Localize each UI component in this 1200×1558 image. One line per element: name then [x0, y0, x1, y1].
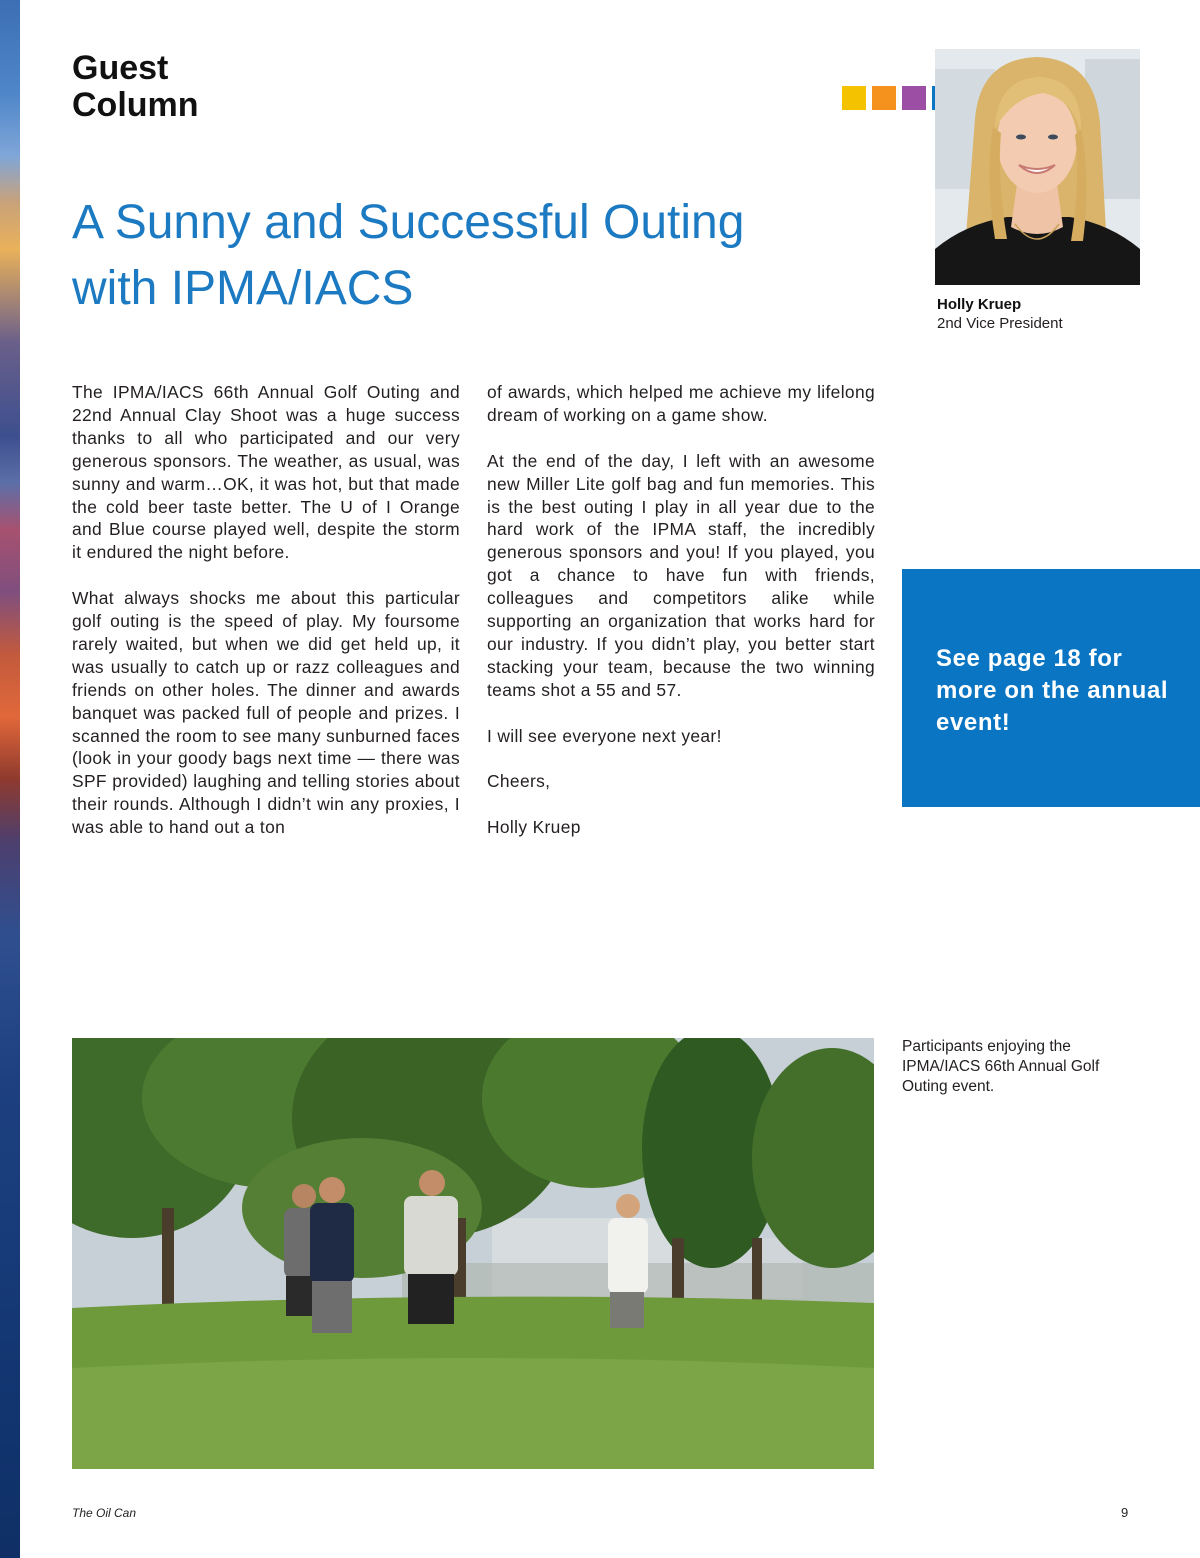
golf-outing-illustration	[72, 1038, 874, 1469]
article-headline	[72, 190, 832, 322]
accent-square-yellow	[842, 86, 866, 110]
golf-outing-photo	[72, 1038, 874, 1469]
callout-box	[902, 569, 1200, 807]
article-paragraph: At the end of the day, I left with an awesome new Miller Lite golf bag and fun memories. This is the best outing I play in all year due to the hard work of the IPMA staff, the incredibly generous sponsors and you! If you played, you got a chance to have fun with friends, colleagues and competitors alike while supporting an organization that works hard for our industry. If you didn’t play, you better start stacking your team, because the two winning teams shot a 55 and 57.	[487, 450, 875, 700]
article-paragraph: of awards, which helped me achieve my lifelong dream of working on a game show.	[487, 382, 875, 425]
article-paragraph: What always shocks me about this particular golf outing is the speed of play. My foursome rarely waited, but when we did get held up, it was usually to catch up or razz colleagues and friends on other holes. The dinner and awards banquet was packed full of people and prizes. I scanned the room to see many sunburned faces (look in your goody bags next time — there was SPF provided) laughing and telling stories about their rounds. Although I didn’t win any proxies, I was able to hand out a ton	[72, 588, 460, 838]
article-column-1	[72, 381, 460, 862]
article-paragraph: I will see everyone next year!	[487, 725, 722, 746]
article-sign-off: Cheers,	[487, 771, 551, 792]
accent-square-purple	[902, 86, 926, 110]
author-portrait	[935, 49, 1140, 285]
headline-line-1: A Sunny and Successful Outing	[72, 196, 745, 249]
article-signature-name: Holly Kruep	[487, 817, 581, 838]
author-name: Holly Kruep	[937, 296, 1022, 313]
callout-text[interactable]: See page 18 for more on the annual event!	[936, 645, 1169, 736]
section-label	[72, 50, 199, 124]
author-title: 2nd Vice President	[937, 315, 1063, 332]
section-label-line-1: Guest	[72, 49, 169, 87]
photo-caption: Participants enjoying the IPMA/IACS 66th Annual Golf Outing event.	[902, 1038, 1100, 1095]
article-paragraph: The IPMA/IACS 66th Annual Golf Outing and 22nd Annual Clay Shoot was a huge success thanks to all who participated and our very generous sponsors. The weather, as usual, was sunny and warm…OK, it was hot, but that made the cold beer taste better. The U of I Orange and Blue course played well, despite the storm it endured the night before.	[72, 382, 460, 563]
side-photo-strip	[0, 0, 20, 1558]
footer-page-number: 9	[1121, 1505, 1129, 1520]
footer-publication-title: The Oil Can	[72, 1506, 137, 1520]
section-label-line-2: Column	[72, 86, 199, 124]
accent-square-orange	[872, 86, 896, 110]
article-column-2	[487, 381, 875, 862]
headline-line-2: with IPMA/IACS	[72, 262, 414, 315]
author-portrait-illustration	[935, 49, 1140, 285]
